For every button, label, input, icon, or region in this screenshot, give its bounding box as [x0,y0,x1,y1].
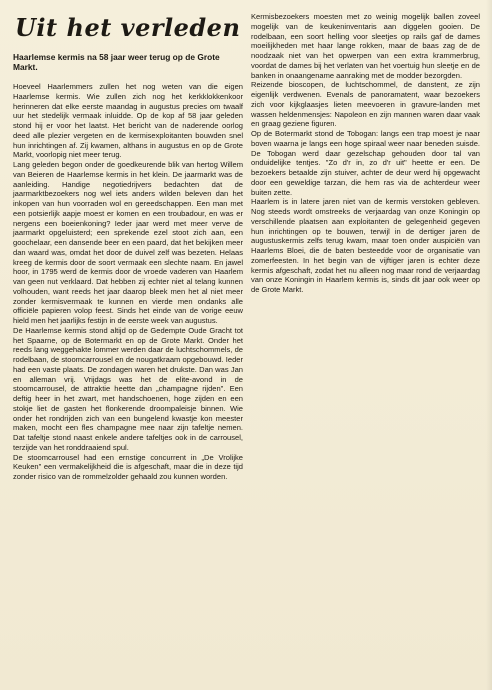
left-column [13,52,243,482]
page-edge-shadow [486,0,492,690]
paragraph: Haarlem is in latere jaren niet van de kermis verstoken gebleven. Nog steeds wordt omstreeks de verjaardag van onze Koningin op verschillende plaatsen aan exploitanten de gelegenheid gegeven hun inrichtingen op te bouwen, terwijl in de dertiger jaren de augustuskermis zelfs terug kwam, maar toen onder auspiciën van Haarlems Bloei, die de baten besteedde voor de organisatie van zomerfeesten. In het begin van de vijftiger jaren is echter deze kermis afgeschaft, zodat het nu alleen nog maar rond de verjaardag van onze Koningin in Haarlem kermis is, sinds dit jaar ook weer op de Grote Markt. [251,197,480,294]
paragraph: Reizende bioscopen, de luchtschommel, de danstent, ze zijn eigenlijk verdwenen. Evenals de panoramatent, waar bezoekers zich voor kijkglaasjes lieten meevoeren in gravure-landen met wassen heldenmensjes: Napoleon en zijn mannen waren daar vaak en graag geziene figuren. [251,80,480,129]
paragraph: Op de Botermarkt stond de Tobogan: langs een trap moest je naar boven waarna je langs een hoge spiraal weer naar beneden suisde. De Tobogan werd daar gezelschap gehouden door tal van onduidelijke tentjes. "Zo d'r in, zo d'r uit" heette er een. De bezoekers betaalde zijn stuiver, achter de deur werd hij opgewacht door een geweldige tarzan, die hem ras via de achterdeur weer buiten zette. [251,129,480,197]
paragraph: Lang geleden begon onder de goedkeurende blik van hertog Willem van Beieren de Haarlemse kermis in het klein. De jaarmarkt was de aanleiding. Handige negotiedrijvers bedachten dat de jaarmarktbezoekers nog wel iets anders wilden beleven dan het inkopen van hun voorraden wol en gereedschappen. Een man met een potsierlijk aapje moest er komen en een troubadour, en was er nergens een boeienkoning? Ieder jaar werd met meer verve de jaarmarkt opgeluisterd; een sprekende ezel stoot zich aan, een goochelaar, een dansende beer en een paard, dat het bekijken meer dan waard was, omdat het door de duivel zelf was bezeten. Helaas kreeg de kermis door de soort vermaak een slechte naam. En jawel hoor, in 1795 werd de kermis door de vroede vaderen van Haarlem van geen nut verklaard. Dat hebben zij echter niet al telang kunnen volhouden, want reeds het jaar daarop bleek men het al niet meer zonder kermisvermaak te kunnen en vierde men ondanks alle officiële papieren volop feest. Sinds het einde van de vorige eeuw hield men het jaarlijks festijn in de eerste week van augustus. [13,160,243,325]
paragraph: De Haarlemse kermis stond altijd op de Gedempte Oude Gracht tot het Spaarne, op de Botermarkt en op de Grote Markt. Onder het reeds lang weggehakte lommer werden daar de luchtschommels, de rodelbaan, de stoomcarrousel en de nougatkraam opgebouwd. Ieder had een vaste plaats. De zondagen waren het drukste. Dan was Jan en alleman vrij. Vrijdags was het de elite-avond in de stoomcarrousel, de attraktie heette dan „champagne rijden". Een deftig heer in het zwart, met handschoenen, hoge zijden en een stokje liet de gasten het flonkerende droompaleisje binnen. Wie onder het rondrijden zich van een bungelend kwastje kon meester maken, mocht een fles champagne mee naar zijn tafeltje nemen. Dat tafeltje stond naast enkele andere tafeltjes ook in de carrousel, terzijde van het ronddraaiend spul. [13,325,243,452]
paragraph: De stoomcarrousel had een ernstige concurrent in „De Vrolijke Keuken" een vermakelijkheid die is afgeschaft, maar die in deze tijd zonder risico van de rommelzolder gehaald zou kunnen worden. [13,452,243,481]
right-column [251,12,480,482]
paragraph: Kermisbezoekers moesten met zo weinig mogelijk ballen zoveel mogelijk van de keukeninventaris aan diggelen gooien. De rodelbaan, een soort helling voor sleetjes op rails gaf de dames moeilijkheden met haar lange rokken, maar de baas zag de de noodzaak niet van het opwerpen van een extra krammerbrug, voordat de dames bij het verlaten van het voertuig hun sleetje en de banken in onaangename aanraking met de modder bezorgden. [251,12,480,80]
article-subheading: Haarlemse kermis na 58 jaar weer terug op de Grote Markt. [13,52,220,72]
page-title: Uit het verleden [15,13,241,42]
paragraph: Hoeveel Haarlemmers zullen het nog weten van die eigen Haarlemse kermis. Wie zullen zich nog het kerkklokkenkoor herinneren dat elke eerste maandag in augustus precies om twaalf uur het stedelijk vermaak inluidde. Op de kop af 58 jaar geleden stond hij er voor het laatst. Het bericht van de naderende oorlog deed alle plezier vergeten en de kermisexploitanten bouwden snel hun inrichtingen af. Zij kwamen, althans in augustus en op de Grote Markt, voorlopig niet meer terug. [13,82,243,160]
